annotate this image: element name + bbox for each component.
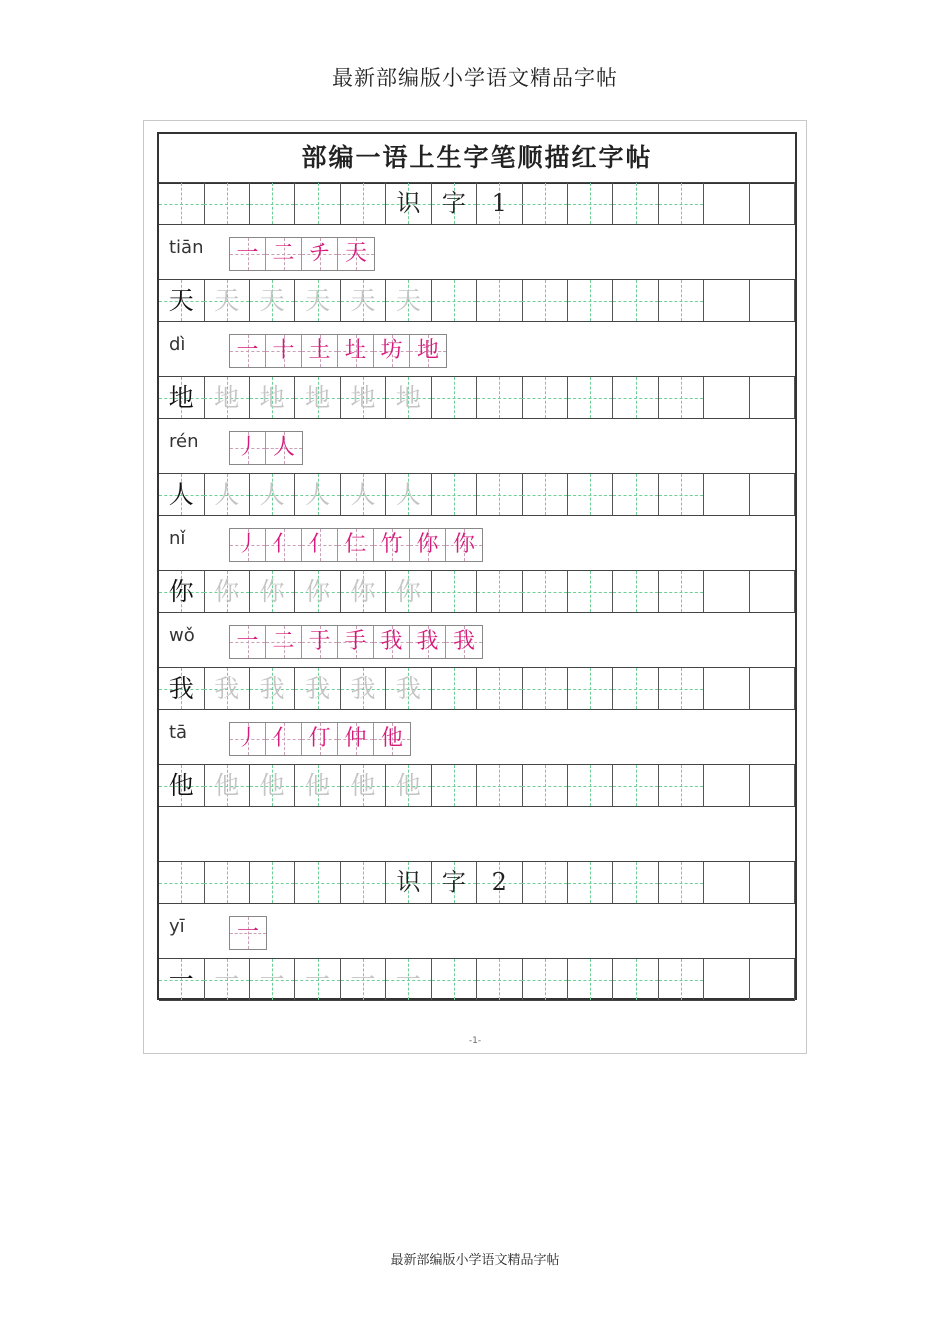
stroke-step-char: 一 [236, 241, 259, 266]
trace-character: 人 [350, 480, 376, 509]
grid-cell [750, 959, 796, 1000]
stroke-sequence [229, 722, 411, 756]
grid-cell [250, 765, 296, 806]
trace-character: 一 [305, 965, 331, 994]
grid-cell [250, 474, 296, 515]
trace-character: 他 [350, 771, 376, 800]
trace-character: 地 [214, 383, 240, 412]
grid-cell [704, 571, 750, 612]
trace-character: 我 [214, 674, 240, 703]
stroke-step [302, 723, 338, 755]
stroke-step-char: 仲 [344, 726, 367, 751]
trace-character: 你 [214, 577, 240, 606]
stroke-step [374, 529, 410, 561]
grid-cell [204, 571, 250, 612]
stroke-step-char: 地 [416, 338, 439, 363]
grid-cell [386, 765, 432, 806]
grid-cell [477, 862, 523, 903]
stroke-step-char: 丿 [236, 435, 259, 460]
grid-cell [295, 571, 341, 612]
practice-row [159, 570, 795, 613]
stroke-step-char: 于 [308, 629, 331, 654]
trace-character: 地 [259, 383, 285, 412]
grid-cell [522, 183, 568, 224]
stroke-step-char: 你 [416, 532, 439, 557]
grid-cell [295, 280, 341, 321]
trace-character: 他 [214, 771, 240, 800]
grid-cell [750, 571, 796, 612]
stroke-step-char: 仁 [344, 532, 367, 557]
grid-cell [613, 377, 659, 418]
grid-cell [613, 959, 659, 1000]
pinyin-label: yī [169, 916, 185, 937]
stroke-sequence [229, 237, 375, 271]
model-character: 地 [168, 383, 194, 412]
trace-character: 地 [305, 383, 331, 412]
grid-cell [432, 183, 478, 224]
stroke-step [266, 432, 302, 464]
stroke-sequence [229, 625, 483, 659]
model-character: 我 [168, 674, 194, 703]
grid-cell [159, 474, 205, 515]
practice-row [159, 764, 795, 807]
stroke-step-char: 一 [236, 920, 259, 945]
trace-character: 人 [259, 480, 285, 509]
grid-cell [341, 862, 387, 903]
stroke-sequence [229, 431, 303, 465]
grid-cell [432, 474, 478, 515]
trace-character: 我 [395, 674, 421, 703]
grid-cell [477, 765, 523, 806]
stroke-order-row [159, 225, 795, 279]
grid-cell [750, 474, 796, 515]
grid-cell [204, 959, 250, 1000]
grid-cell [704, 183, 750, 224]
grid-cell [386, 959, 432, 1000]
grid-cell [613, 571, 659, 612]
stroke-step-char: 亻 [272, 532, 295, 557]
grid-cell [386, 183, 432, 224]
stroke-step-char: 二 [272, 241, 295, 266]
grid-cell [386, 668, 432, 709]
stroke-step [338, 626, 374, 658]
grid-cell [432, 571, 478, 612]
grid-cell [522, 474, 568, 515]
grid-cell [204, 377, 250, 418]
trace-character: 他 [395, 771, 421, 800]
grid-cell [568, 765, 614, 806]
trace-character: 我 [305, 674, 331, 703]
grid-cell [750, 183, 796, 224]
grid-cell [159, 765, 205, 806]
stroke-order-row [159, 419, 795, 473]
grid-cell [704, 474, 750, 515]
stroke-step [266, 238, 302, 270]
grid-cell [250, 862, 296, 903]
stroke-step [410, 335, 446, 367]
grid-cell [386, 862, 432, 903]
trace-character: 我 [350, 674, 376, 703]
grid-cell [295, 183, 341, 224]
trace-character: 你 [259, 577, 285, 606]
practice-row [159, 473, 795, 516]
pinyin-label: wǒ [169, 625, 195, 646]
trace-character: 一 [395, 965, 421, 994]
grid-cell [750, 668, 796, 709]
grid-cell [750, 765, 796, 806]
stroke-step-char: 丿 [236, 532, 259, 557]
grid-cell [568, 280, 614, 321]
grid-cell [568, 183, 614, 224]
stroke-order-row [159, 516, 795, 570]
section-heading-char: 1 [491, 189, 507, 217]
stroke-step [230, 917, 266, 949]
trace-character: 天 [214, 286, 240, 315]
grid-cell [704, 765, 750, 806]
pinyin-label: rén [169, 431, 199, 452]
trace-character: 他 [259, 771, 285, 800]
stroke-step [230, 335, 266, 367]
stroke-order-row [159, 322, 795, 376]
grid-cell [522, 377, 568, 418]
grid-cell [613, 474, 659, 515]
grid-cell [295, 862, 341, 903]
stroke-sequence [229, 916, 267, 950]
stroke-step-char: 二 [272, 629, 295, 654]
stroke-step-char: 他 [380, 726, 403, 751]
document-title: 最新部编版小学语文精品字帖 [332, 66, 618, 90]
model-character: 你 [168, 577, 194, 606]
stroke-step [266, 626, 302, 658]
grid-cell [613, 862, 659, 903]
grid-cell [341, 668, 387, 709]
stroke-step-char: 十 [272, 338, 295, 363]
grid-cell [204, 765, 250, 806]
grid-cell [477, 668, 523, 709]
section-heading-row [159, 182, 795, 225]
grid-cell [204, 668, 250, 709]
grid-cell [250, 183, 296, 224]
trace-character: 地 [350, 383, 376, 412]
stroke-step [266, 335, 302, 367]
grid-cell [432, 959, 478, 1000]
grid-cell [159, 668, 205, 709]
grid-cell [477, 280, 523, 321]
grid-cell [522, 862, 568, 903]
grid-cell [613, 280, 659, 321]
grid-cell [250, 668, 296, 709]
stroke-step [230, 529, 266, 561]
pinyin-label: tā [169, 722, 188, 743]
grid-cell [341, 280, 387, 321]
grid-cell [522, 668, 568, 709]
trace-character: 人 [214, 480, 240, 509]
section-heading-char: 识 [396, 189, 421, 217]
stroke-step [446, 626, 482, 658]
blank-spacer-row [159, 807, 795, 861]
grid-cell [704, 668, 750, 709]
grid-cell [659, 571, 705, 612]
grid-cell [477, 474, 523, 515]
grid-cell [750, 377, 796, 418]
stroke-step [302, 335, 338, 367]
grid-cell [659, 765, 705, 806]
grid-cell [704, 377, 750, 418]
grid-cell [295, 668, 341, 709]
grid-cell [250, 959, 296, 1000]
stroke-step-char: 丿 [236, 726, 259, 751]
trace-character: 一 [259, 965, 285, 994]
grid-cell [295, 765, 341, 806]
section-heading-char: 识 [396, 868, 421, 896]
stroke-step-char: 你 [452, 532, 475, 557]
grid-cell [477, 183, 523, 224]
stroke-order-row [159, 710, 795, 764]
stroke-step-char: 一 [236, 338, 259, 363]
grid-cell [250, 571, 296, 612]
stroke-step-char: 亻 [308, 532, 331, 557]
grid-cell [432, 377, 478, 418]
stroke-step [302, 238, 338, 270]
grid-cell [295, 959, 341, 1000]
grid-cell [432, 280, 478, 321]
grid-cell [341, 765, 387, 806]
model-character: 天 [168, 286, 194, 315]
stroke-step [266, 529, 302, 561]
grid-cell [341, 377, 387, 418]
trace-character: 他 [305, 771, 331, 800]
pinyin-label: dì [169, 334, 186, 355]
grid-cell [159, 959, 205, 1000]
stroke-step-char: 天 [344, 241, 367, 266]
grid-cell [568, 377, 614, 418]
stroke-step [338, 238, 374, 270]
grid-cell [386, 571, 432, 612]
stroke-step-char: 坊 [380, 338, 403, 363]
grid-cell [522, 765, 568, 806]
stroke-step-char: 手 [344, 629, 367, 654]
worksheet-title: 部编一语上生字笔顺描红字帖 [159, 134, 795, 184]
grid-cell [659, 474, 705, 515]
grid-cell [477, 571, 523, 612]
grid-cell [204, 183, 250, 224]
section-heading-char: 字 [441, 868, 466, 896]
stroke-step [374, 626, 410, 658]
grid-cell [432, 765, 478, 806]
stroke-step [230, 723, 266, 755]
trace-character: 人 [305, 480, 331, 509]
stroke-step-char: 一 [236, 629, 259, 654]
trace-character: 人 [395, 480, 421, 509]
grid-cell [341, 571, 387, 612]
trace-character: 一 [350, 965, 376, 994]
grid-cell [159, 862, 205, 903]
footer-text: 最新部编版小学语文精品字帖 [390, 1253, 560, 1268]
grid-cell [704, 280, 750, 321]
trace-character: 你 [305, 577, 331, 606]
stroke-step [266, 723, 302, 755]
grid-cell [750, 862, 796, 903]
stroke-step-char: 亻 [272, 726, 295, 751]
grid-cell [522, 280, 568, 321]
stroke-step [338, 723, 374, 755]
grid-cell [568, 668, 614, 709]
grid-cell [613, 183, 659, 224]
stroke-step [230, 626, 266, 658]
practice-row [159, 958, 795, 1001]
stroke-sequence [229, 528, 483, 562]
stroke-step [446, 529, 482, 561]
practice-row [159, 279, 795, 322]
grid-cell [704, 959, 750, 1000]
model-character: 他 [168, 771, 194, 800]
grid-cell [568, 474, 614, 515]
grid-cell [204, 280, 250, 321]
grid-cell [386, 377, 432, 418]
grid-cell [659, 183, 705, 224]
section-heading-row [159, 861, 795, 904]
grid-cell [295, 474, 341, 515]
trace-character: 你 [350, 577, 376, 606]
grid-cell [659, 862, 705, 903]
grid-cell [386, 474, 432, 515]
grid-cell [568, 959, 614, 1000]
grid-cell [659, 668, 705, 709]
stroke-step-char: 人 [272, 435, 295, 460]
pinyin-label: nǐ [169, 528, 186, 549]
grid-cell [341, 474, 387, 515]
grid-cell [432, 862, 478, 903]
pinyin-label: tiān [169, 237, 204, 258]
grid-cell [704, 862, 750, 903]
grid-cell [341, 959, 387, 1000]
stroke-step-char: 圵 [344, 338, 367, 363]
grid-cell [568, 862, 614, 903]
section-heading-char: 2 [491, 868, 507, 896]
grid-cell [522, 571, 568, 612]
grid-cell [250, 377, 296, 418]
grid-cell [750, 280, 796, 321]
trace-character: 一 [214, 965, 240, 994]
stroke-step-char: 仃 [308, 726, 331, 751]
grid-cell [432, 668, 478, 709]
grid-cell [477, 959, 523, 1000]
grid-cell [477, 377, 523, 418]
grid-cell [159, 280, 205, 321]
stroke-step-char: 我 [452, 629, 475, 654]
stroke-step-char: 土 [308, 338, 331, 363]
stroke-sequence [229, 334, 447, 368]
stroke-step [338, 335, 374, 367]
practice-row [159, 376, 795, 419]
stroke-step [338, 529, 374, 561]
grid-cell [159, 571, 205, 612]
grid-cell [295, 377, 341, 418]
stroke-step [230, 238, 266, 270]
page-number: -1- [468, 1036, 482, 1046]
trace-character: 天 [395, 286, 421, 315]
grid-cell [659, 280, 705, 321]
grid-cell [568, 571, 614, 612]
grid-cell [659, 377, 705, 418]
stroke-step [230, 432, 266, 464]
practice-row [159, 667, 795, 710]
stroke-step [410, 626, 446, 658]
stroke-step [374, 723, 410, 755]
stroke-step [374, 335, 410, 367]
grid-cell [341, 183, 387, 224]
grid-cell [386, 280, 432, 321]
grid-cell [659, 959, 705, 1000]
grid-cell [250, 280, 296, 321]
stroke-step-char: 我 [416, 629, 439, 654]
stroke-step-char: 我 [380, 629, 403, 654]
grid-cell [613, 765, 659, 806]
stroke-step [410, 529, 446, 561]
section-heading-char: 字 [441, 189, 466, 217]
stroke-step [302, 626, 338, 658]
grid-cell [159, 377, 205, 418]
trace-character: 地 [395, 383, 421, 412]
stroke-step-char: チ [308, 241, 331, 266]
model-character: 人 [168, 480, 194, 509]
grid-cell [613, 668, 659, 709]
trace-character: 天 [305, 286, 331, 315]
model-character: 一 [168, 965, 194, 994]
trace-character: 天 [259, 286, 285, 315]
grid-cell [159, 183, 205, 224]
stroke-order-row [159, 904, 795, 958]
grid-cell [522, 959, 568, 1000]
stroke-order-row [159, 613, 795, 667]
stroke-step-char: 竹 [380, 532, 403, 557]
trace-character: 我 [259, 674, 285, 703]
stroke-step [302, 529, 338, 561]
trace-character: 你 [395, 577, 421, 606]
worksheet [157, 132, 797, 1000]
grid-cell [204, 474, 250, 515]
grid-cell [204, 862, 250, 903]
trace-character: 天 [350, 286, 376, 315]
